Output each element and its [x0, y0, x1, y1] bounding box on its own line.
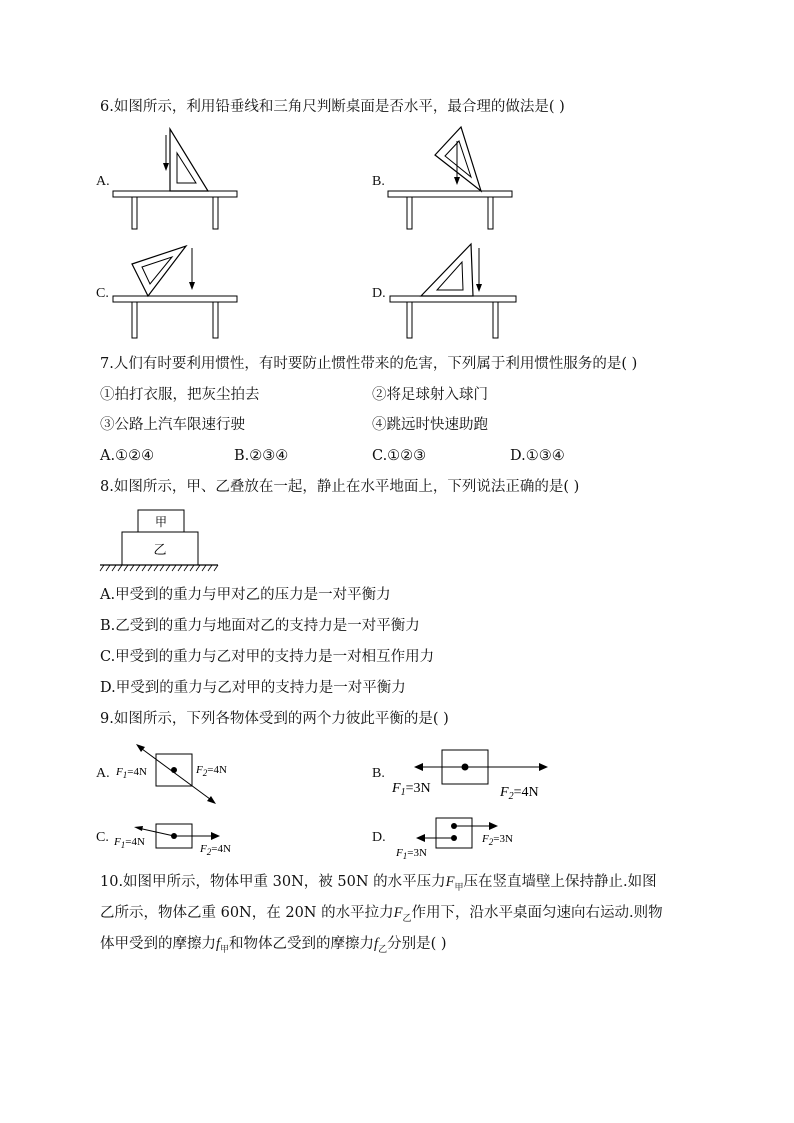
- q9-option-a-label[interactable]: A.: [96, 766, 110, 781]
- q10-line-1: 10.如图甲所示，物体甲重 30N，被 50N 的水平压力$F_甲$压在竖直墙壁上保持静止.如图: [100, 874, 657, 893]
- q7-choice-d[interactable]: D.①③④: [510, 448, 565, 464]
- q9b-f2-sub: 2: [508, 791, 514, 802]
- q6-stem: 6.如图所示，利用铅垂线和三角尺判断桌面是否水平，最合理的做法是( ): [100, 99, 565, 115]
- q10-line-3: 体甲受到的摩擦力$f_甲$和物体乙受到的摩擦力$f_乙$分别是( ): [100, 936, 447, 955]
- q7-item-4: ④跳远时快速助跑: [372, 417, 488, 433]
- q8-choice-b[interactable]: B.乙受到的重力与地面对乙的支持力是一对平衡力: [100, 618, 420, 634]
- q10-line-2: 乙所示，物体乙重 60N，在 20N 的水平拉力$F_乙$作用下，沿水平桌面匀速向右运动.则物: [100, 905, 663, 924]
- q6-figure-c: [110, 240, 240, 348]
- q6-option-a-label[interactable]: A.: [96, 174, 110, 189]
- svg-text:F1=4N: [113, 836, 145, 850]
- q9d-f1: F: [396, 847, 403, 859]
- svg-text:F1=4N: [115, 766, 147, 780]
- q8-choice-a[interactable]: A.甲受到的重力与甲对乙的压力是一对平衡力: [100, 587, 391, 603]
- q7-item-1: ①拍打衣服，把灰尘拍去: [100, 387, 260, 403]
- q6-option-d-label[interactable]: D.: [372, 286, 386, 301]
- svg-text:F1=3N: [391, 781, 431, 798]
- q9d-f2: F: [482, 833, 489, 845]
- q9c-f2-val: =4N: [211, 843, 231, 855]
- q8-stem: 8.如图所示，甲、乙叠放在一起，静止在水平地面上，下列说法正确的是( ): [100, 479, 580, 495]
- svg-text:F1=3N: [395, 847, 427, 861]
- q7-item-3: ③公路上汽车限速行驶: [100, 417, 245, 433]
- q9a-f2-val: =4N: [207, 764, 227, 776]
- q9c-f2: F: [200, 843, 207, 855]
- q9d-f2-val: =3N: [493, 833, 513, 845]
- q7-choice-c[interactable]: C.①②③: [372, 448, 427, 464]
- q9b-f2: F: [500, 785, 509, 800]
- q8-block-yi: 乙: [153, 542, 167, 557]
- q8-ground-hatch: [100, 565, 218, 571]
- q9b-f2-val: =4N: [513, 785, 539, 800]
- q9d-f2-sub: 2: [488, 837, 494, 847]
- q6-figure-b: [385, 125, 515, 233]
- q9b-f1: F: [392, 781, 401, 796]
- q9b-f1-val: =3N: [405, 781, 431, 796]
- q8-figure: [100, 508, 220, 576]
- q9c-f2-sub: 2: [206, 847, 212, 857]
- svg-text:F2=4N: [499, 785, 539, 802]
- q7-stem: 7.人们有时要利用惯性，有时要防止惯性带来的危害，下列属于利用惯性服务的是( ): [100, 356, 638, 372]
- q9-option-c-label[interactable]: C.: [96, 830, 109, 845]
- q9c-f1-val: =4N: [125, 836, 145, 848]
- q9a-f1-val: =4N: [127, 766, 147, 778]
- q9a-f2: F: [196, 764, 203, 776]
- q8-choice-d[interactable]: D.甲受到的重力与乙对甲的支持力是一对平衡力: [100, 680, 406, 696]
- q9-figure-a: [110, 740, 250, 806]
- q7-choice-b[interactable]: B.②③④: [234, 448, 289, 464]
- q9-option-b-label[interactable]: B.: [372, 766, 385, 781]
- q6-figure-a: [110, 125, 240, 233]
- q6-figure-d: [385, 240, 520, 348]
- q9b-f1-sub: 1: [400, 787, 406, 798]
- q9-option-d-label[interactable]: D.: [372, 830, 386, 845]
- q9c-f1: F: [114, 836, 121, 848]
- q9a-f2-sub: 2: [202, 768, 208, 778]
- q6-option-b-label[interactable]: B.: [372, 174, 385, 189]
- q9-stem: 9.如图所示，下列各物体受到的两个力彼此平衡的是( ): [100, 711, 449, 727]
- q9-figure-c: [112, 816, 252, 862]
- q7-item-2: ②将足球射入球门: [372, 387, 488, 403]
- q9-figure-b: [388, 746, 558, 802]
- q8-choice-c[interactable]: C.甲受到的重力与乙对甲的支持力是一对相互作用力: [100, 649, 435, 665]
- q9a-f1-sub: 1: [122, 770, 128, 780]
- svg-text:F2=4N: [195, 764, 227, 778]
- q9d-f1-sub: 1: [402, 851, 408, 861]
- q9c-f1-sub: 1: [120, 840, 126, 850]
- svg-text:F2=4N: [199, 843, 231, 857]
- q7-choice-a[interactable]: A.①②④: [100, 448, 155, 464]
- q6-option-c-label[interactable]: C.: [96, 286, 109, 301]
- q9d-f1-val: =3N: [407, 847, 427, 859]
- q9a-f1: F: [116, 766, 123, 778]
- q8-block-jia: 甲: [154, 515, 168, 529]
- q9-figure-d: [390, 814, 540, 862]
- svg-text:F2=3N: [481, 833, 513, 847]
